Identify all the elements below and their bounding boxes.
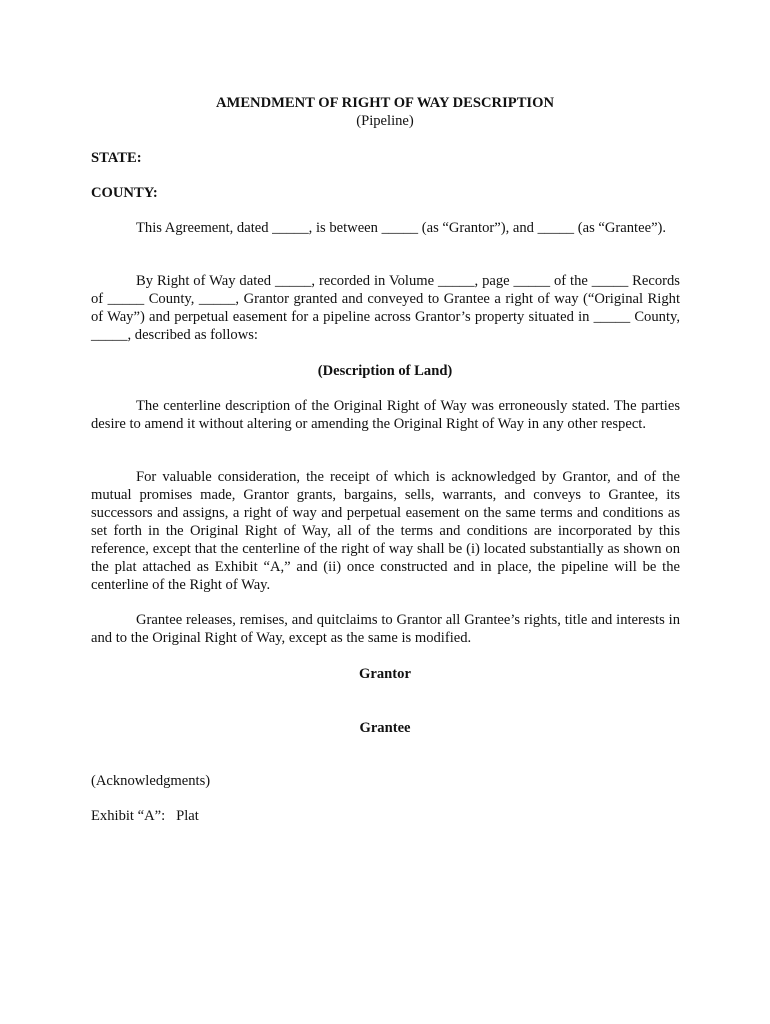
exhibit-label: Exhibit “A”: Plat (91, 808, 199, 824)
centerline-paragraph: The centerline description of the Original Right of Way was erroneously stated. The parties desire to amend it without altering or amending the Original Right of Way in any other respect. (91, 398, 680, 432)
grantee-signature-label: Grantee (359, 720, 411, 736)
document-subtitle: (Pipeline) (356, 113, 414, 129)
agreement-paragraph: This Agreement, dated _____, is between _____ (as “Grantor”), and _____ (as “Grantee”). (136, 220, 667, 236)
consideration-paragraph: For valuable consideration, the receipt of which is acknowledged by Grantor, and of the mutual promises made, Grantor grants, bargains, sells, warrants, and conveys to Grantee, its successors and assigns, a right of way and perpetual easement on the same terms and conditions as set forth in the Original Right of Way, all of the terms and conditions are incorporated by this reference, except that the centerline of the right of way shall be (i) located substantially as shown on the plat attached as Exhibit “A,” and (ii) once constructed and in place, the pipeline will be the centerline of the Right of Way. (91, 469, 680, 593)
acknowledgments-label: (Acknowledgments) (91, 773, 211, 789)
grantor-signature-label: Grantor (359, 666, 411, 682)
release-paragraph: Grantee releases, remises, and quitclaims to Grantor all Grantee’s rights, title and interests in and to the Original Right of Way, except as the same is modified. (91, 612, 680, 646)
description-of-land-heading: (Description of Land) (317, 363, 453, 379)
document-title: AMENDMENT OF RIGHT OF WAY DESCRIPTION (216, 95, 554, 111)
county-label: COUNTY: (91, 185, 158, 201)
state-label: STATE: (91, 150, 142, 166)
right-of-way-paragraph: By Right of Way dated _____, recorded in Volume _____, page _____ of the _____ Records of _____ County, _____, Grantor granted and conveyed to Grantee a right of way (“Original Right of Way”) and perpetual easement for a pipeline across Grantor’s property situated in _____ County, _____, described as follows: (91, 273, 680, 343)
